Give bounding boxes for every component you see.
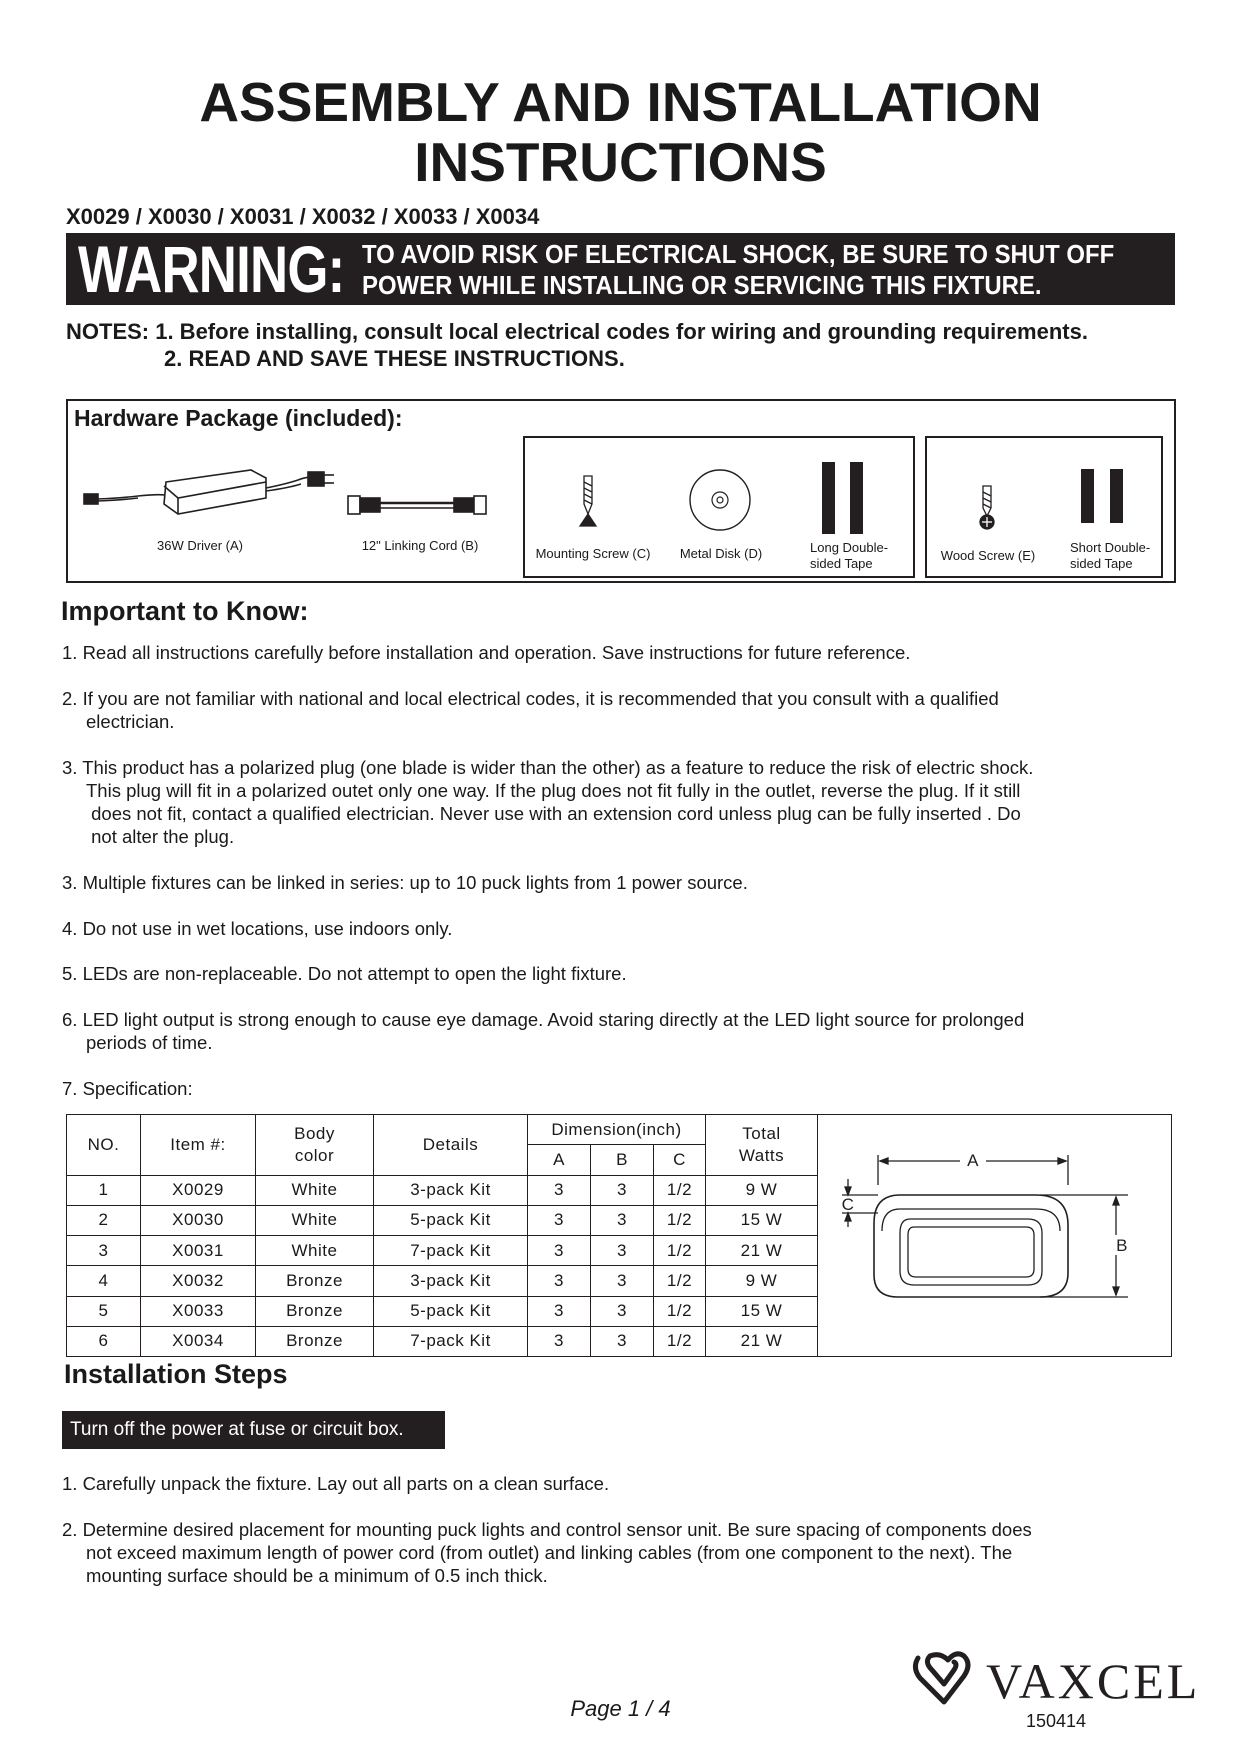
brand-name: VAXCEL — [986, 1653, 1200, 1708]
installation-step — [62, 1472, 1182, 1495]
cell-item: X0033 — [141, 1296, 256, 1326]
cell-watts: 21 W — [706, 1236, 818, 1266]
header-dimension: Dimension(inch) — [528, 1115, 706, 1145]
warning-line-2: POWER WHILE INSTALLING OR SERVICING THIS FIXTURE. — [362, 270, 1042, 300]
note-line-2: 2. READ AND SAVE THESE INSTRUCTIONS. — [164, 346, 625, 371]
cell-watts: 15 W — [706, 1205, 818, 1235]
important-item — [62, 1008, 1182, 1054]
cell-details: 5-pack Kit — [374, 1296, 528, 1326]
header-dim-c: C — [654, 1145, 706, 1175]
step-line: mounting surface should be a minimum of 0.5 inch thick. — [86, 1565, 548, 1586]
item-line: periods of time. — [86, 1032, 213, 1053]
important-item — [62, 871, 1182, 894]
cell-no: 3 — [67, 1236, 141, 1266]
note-line-1: NOTES: 1. Before installing, consult local electrical codes for wiring and grounding requirements. — [66, 319, 1088, 344]
cell-color: Bronze — [256, 1326, 374, 1356]
important-item — [62, 1077, 1182, 1100]
long-tape-caption-line: Long Double- — [810, 540, 889, 555]
item-line: 6. LED light output is strong enough to cause eye damage. Avoid staring directly at the LED light source for prolonged — [62, 1009, 1025, 1030]
cell-b: 3 — [591, 1266, 654, 1296]
item-line: not alter the plug. — [86, 826, 235, 847]
warning-word: WARNING: — [78, 232, 345, 306]
important-item — [62, 917, 1182, 940]
important-item — [62, 756, 1182, 848]
notes — [66, 318, 1088, 372]
cell-b: 3 — [591, 1326, 654, 1356]
wood-screw-icon — [976, 484, 998, 530]
cell-c: 1/2 — [654, 1296, 706, 1326]
mounting-screw-icon — [576, 474, 600, 530]
header-details: Details — [374, 1115, 528, 1176]
installation-step — [62, 1518, 1182, 1587]
cell-watts: 9 W — [706, 1266, 818, 1296]
item-line: 3. Multiple fixtures can be linked in series: up to 10 puck lights from 1 power source. — [62, 872, 748, 893]
item-line: 5. LEDs are non-replaceable. Do not attempt to open the light fixture. — [62, 963, 627, 984]
short-tape-caption — [1070, 540, 1150, 572]
mounting-screw-caption: Mounting Screw (C) — [535, 546, 651, 561]
warning-line-1: TO AVOID RISK OF ELECTRICAL SHOCK, BE SURE TO SHUT OFF — [362, 239, 1115, 269]
dimension-diagram-cell — [818, 1115, 1172, 1357]
cell-no: 1 — [67, 1175, 141, 1205]
cell-b: 3 — [591, 1205, 654, 1235]
power-off-banner: Turn off the power at fuse or circuit box. — [62, 1411, 445, 1449]
header-line: Total — [742, 1123, 781, 1143]
long-tape-strip — [822, 462, 835, 534]
short-tape-caption-line: Short Double- — [1070, 540, 1151, 555]
cell-watts: 21 W — [706, 1326, 818, 1356]
step-line: 2. Determine desired placement for mounting puck lights and control sensor unit. Be sure spacing of components does — [62, 1519, 1032, 1540]
cell-c: 1/2 — [654, 1205, 706, 1235]
cell-b: 3 — [591, 1296, 654, 1326]
cell-c: 1/2 — [654, 1236, 706, 1266]
cell-b: 3 — [591, 1236, 654, 1266]
cell-details: 5-pack Kit — [374, 1205, 528, 1235]
item-line: 4. Do not use in wet locations, use indoors only. — [62, 918, 453, 939]
cell-color: White — [256, 1175, 374, 1205]
dimension-label-a: A — [966, 1151, 979, 1170]
header-line: Body — [294, 1123, 335, 1143]
document-title — [0, 72, 1241, 192]
title-line-2: INSTRUCTIONS — [414, 131, 827, 193]
cell-item: X0031 — [141, 1236, 256, 1266]
header-watts — [706, 1115, 818, 1176]
installation-heading: Installation Steps — [64, 1359, 288, 1389]
header-dim-b: B — [591, 1145, 654, 1175]
cell-a: 3 — [528, 1296, 591, 1326]
linking-cord-caption: 12" Linking Cord (B) — [361, 538, 479, 553]
important-item — [62, 962, 1182, 985]
cell-a: 3 — [528, 1236, 591, 1266]
long-tape-caption — [810, 540, 888, 572]
cell-item: X0030 — [141, 1205, 256, 1235]
header-no: NO. — [67, 1115, 141, 1176]
cell-details: 7-pack Kit — [374, 1326, 528, 1356]
short-tape-strip — [1110, 469, 1123, 523]
step-line: 1. Carefully unpack the fixture. Lay out all parts on a clean surface. — [62, 1473, 610, 1494]
item-line: 7. Specification: — [62, 1078, 193, 1099]
driver-caption: 36W Driver (A) — [157, 538, 243, 553]
cell-no: 2 — [67, 1205, 141, 1235]
cell-item: X0032 — [141, 1266, 256, 1296]
warning-banner — [66, 233, 1175, 305]
cell-details: 7-pack Kit — [374, 1236, 528, 1266]
cell-color: Bronze — [256, 1296, 374, 1326]
cell-c: 1/2 — [654, 1266, 706, 1296]
cell-no: 4 — [67, 1266, 141, 1296]
important-item — [62, 687, 1182, 733]
warning-text — [362, 239, 1114, 301]
wood-screw-caption: Wood Screw (E) — [940, 548, 1036, 563]
header-item: Item #: — [141, 1115, 256, 1176]
item-line: This plug will fit in a polarized outet only one way. If the plug does not fit fully in the outlet, reverse the plug. If it still — [86, 780, 1021, 801]
header-dim-a: A — [528, 1145, 591, 1175]
cell-c: 1/2 — [654, 1175, 706, 1205]
model-numbers: X0029 / X0030 / X0031 / X0032 / X0033 / X0034 — [66, 204, 540, 229]
item-line: 1. Read all instructions carefully before installation and operation. Save instructions for future reference. — [62, 642, 911, 663]
linking-cord-icon — [344, 488, 496, 524]
cell-a: 3 — [528, 1266, 591, 1296]
cell-item: X0034 — [141, 1326, 256, 1356]
vaxcel-heart-icon — [910, 1648, 1200, 1708]
vaxcel-logo — [910, 1648, 1200, 1713]
item-line: 3. This product has a polarized plug (one blade is wider than the other) as a feature to reduce the risk of electric shock. — [62, 757, 1034, 778]
puck-light-dimension-diagram — [828, 1115, 1162, 1351]
item-line: electrician. — [86, 711, 175, 732]
dimension-label-b: B — [1115, 1236, 1128, 1255]
step-line: not exceed maximum length of power cord (from outlet) and linking cables (from one component to the next). The — [86, 1542, 1013, 1563]
cell-color: White — [256, 1205, 374, 1235]
item-line: does not fit, contact a qualified electrician. Never use with an extension cord unless plug can be fully inserted . Do — [86, 803, 1021, 824]
short-tape-caption-line: sided Tape — [1070, 556, 1133, 571]
cell-item: X0029 — [141, 1175, 256, 1205]
cell-a: 3 — [528, 1205, 591, 1235]
specification-table — [66, 1114, 1172, 1357]
header-line: color — [294, 1145, 335, 1165]
short-tape-strip — [1081, 469, 1094, 523]
cell-a: 3 — [528, 1326, 591, 1356]
important-item — [62, 641, 1182, 664]
cell-watts: 9 W — [706, 1175, 818, 1205]
cell-a: 3 — [528, 1175, 591, 1205]
page-number: Page 1 / 4 — [570, 1696, 671, 1721]
cell-b: 3 — [591, 1175, 654, 1205]
header-body-color — [256, 1115, 374, 1176]
title-line-1: ASSEMBLY AND INSTALLATION — [199, 71, 1042, 133]
cell-color: Bronze — [256, 1266, 374, 1296]
long-tape-caption-line: sided Tape — [810, 556, 873, 571]
cell-watts: 15 W — [706, 1296, 818, 1326]
cell-color: White — [256, 1236, 374, 1266]
cell-no: 5 — [67, 1296, 141, 1326]
header-line: Watts — [738, 1145, 785, 1165]
hardware-package-title: Hardware Package (included): — [74, 405, 403, 431]
metal-disk-caption: Metal Disk (D) — [679, 546, 763, 561]
cell-details: 3-pack Kit — [374, 1175, 528, 1205]
cell-details: 3-pack Kit — [374, 1266, 528, 1296]
driver-icon — [76, 458, 336, 528]
metal-disk-icon — [688, 468, 752, 532]
cell-c: 1/2 — [654, 1326, 706, 1356]
important-heading: Important to Know: — [61, 596, 309, 626]
long-tape-strip — [850, 462, 863, 534]
item-line: 2. If you are not familiar with national and local electrical codes, it is recommended that you consult with a qualified — [62, 688, 999, 709]
document-code: 150414 — [1026, 1711, 1087, 1731]
cell-no: 6 — [67, 1326, 141, 1356]
dimension-label-c: C — [841, 1195, 854, 1214]
